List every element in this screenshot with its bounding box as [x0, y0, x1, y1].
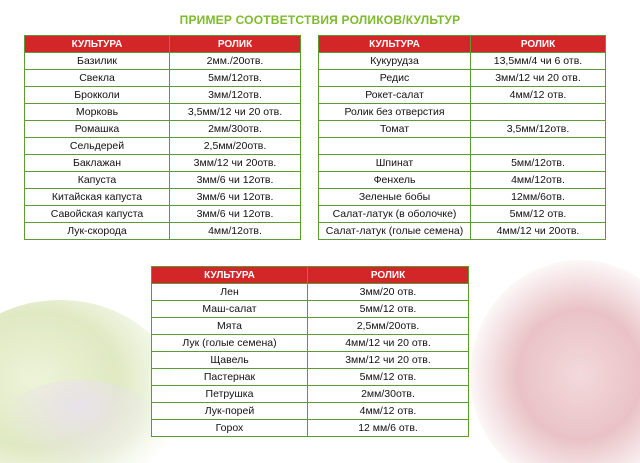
header-roller: РОЛИК	[471, 36, 606, 53]
table-row	[152, 403, 469, 420]
header-crop: КУЛЬТУРА	[25, 36, 170, 53]
table-row	[25, 53, 301, 70]
crop-cell: Ромашка	[25, 121, 170, 138]
table-row	[25, 223, 301, 240]
roller-cell: 4мм/12 отв.	[308, 403, 469, 420]
crop-cell: Лук (голые семена)	[152, 335, 308, 352]
table-row	[319, 223, 606, 240]
roller-cell	[471, 104, 606, 121]
crop-cell: Салат-латук (в оболочке)	[319, 206, 471, 223]
table-row	[152, 284, 469, 301]
roller-cell: 2мм/30отв.	[308, 386, 469, 403]
table-row	[25, 104, 301, 121]
crop-cell: Свекла	[25, 70, 170, 87]
crop-cell: Зеленые бобы	[319, 189, 471, 206]
crop-cell: Лук-скорода	[25, 223, 170, 240]
crop-cell: Лук-порей	[152, 403, 308, 420]
roller-cell: 4мм/12отв.	[471, 172, 606, 189]
table-row	[152, 386, 469, 403]
crop-cell: Рокет-салат	[319, 87, 471, 104]
roller-cell: 5мм/12отв.	[471, 155, 606, 172]
roller-cell	[471, 138, 606, 155]
table-row	[319, 104, 606, 121]
roller-cell: 13,5мм/4 чи 6 отв.	[471, 53, 606, 70]
table-row	[25, 70, 301, 87]
roller-cell: 3мм/6 чи 12отв.	[170, 206, 301, 223]
table-row	[25, 189, 301, 206]
roller-cell: 3мм/12 чи 20отв.	[170, 155, 301, 172]
table-row	[25, 87, 301, 104]
table-header-row	[152, 267, 469, 284]
header-crop: КУЛЬТУРА	[319, 36, 471, 53]
roller-cell: 12 мм/6 отв.	[308, 420, 469, 437]
crop-cell: Капуста	[25, 172, 170, 189]
table-row	[152, 369, 469, 386]
table-row	[25, 172, 301, 189]
table-header-row	[319, 36, 606, 53]
crop-cell: Китайская капуста	[25, 189, 170, 206]
crop-cell: Салат-латук (голые семена)	[319, 223, 471, 240]
roller-cell: 12мм/6отв.	[471, 189, 606, 206]
table-header-row	[25, 36, 301, 53]
crop-cell: Горох	[152, 420, 308, 437]
crop-cell: Томат	[319, 121, 471, 138]
crop-cell: Ролик без отверстия	[319, 104, 471, 121]
table-row	[152, 301, 469, 318]
table-row	[319, 87, 606, 104]
background-radish-shape	[470, 260, 640, 463]
roller-cell: 2мм/30отв.	[170, 121, 301, 138]
roller-cell: 5мм/12отв.	[170, 70, 301, 87]
roller-cell: 5мм/12 отв.	[308, 369, 469, 386]
roller-cell: 2,5мм/20отв.	[308, 318, 469, 335]
background-turnip-shape	[0, 380, 160, 463]
roller-cell: 3мм/12отв.	[170, 87, 301, 104]
crop-cell: Маш-салат	[152, 301, 308, 318]
table-row	[25, 206, 301, 223]
roller-cell: 3мм/20 отв.	[308, 284, 469, 301]
crop-cell: Морковь	[25, 104, 170, 121]
roller-cell: 2мм./20отв.	[170, 53, 301, 70]
crop-cell: Мята	[152, 318, 308, 335]
table-row	[152, 420, 469, 437]
crop-cell: Петрушка	[152, 386, 308, 403]
table-row	[25, 155, 301, 172]
table-row	[25, 121, 301, 138]
table-row	[152, 318, 469, 335]
roller-cell: 5мм/12 отв.	[471, 206, 606, 223]
table-row	[319, 121, 606, 138]
header-roller: РОЛИК	[170, 36, 301, 53]
crop-cell: Лен	[152, 284, 308, 301]
table-row	[152, 352, 469, 369]
table-row	[152, 335, 469, 352]
table-row	[319, 155, 606, 172]
crop-cell	[319, 138, 471, 155]
table-row	[319, 189, 606, 206]
crop-cell: Редис	[319, 70, 471, 87]
crop-cell: Сельдерей	[25, 138, 170, 155]
roller-cell: 2,5мм/20отв.	[170, 138, 301, 155]
crop-cell: Кукурудза	[319, 53, 471, 70]
roller-cell: 3мм/12 чи 20 отв.	[308, 352, 469, 369]
table-row	[25, 138, 301, 155]
crop-cell: Шпинат	[319, 155, 471, 172]
roller-cell: 4мм/12отв.	[170, 223, 301, 240]
crop-cell: Фенхель	[319, 172, 471, 189]
crop-cell: Баклажан	[25, 155, 170, 172]
roller-cell: 4мм/12 чи 20отв.	[471, 223, 606, 240]
roller-cell: 3мм/6 чи 12отв.	[170, 172, 301, 189]
roller-cell: 3,5мм/12отв.	[471, 121, 606, 138]
roller-cell: 3мм/6 чи 12отв.	[170, 189, 301, 206]
page-title: ПРИМЕР СООТВЕТСТВИЯ РОЛИКОВ/КУЛЬТУР	[179, 13, 461, 27]
header-roller: РОЛИК	[308, 267, 469, 284]
table-row	[319, 206, 606, 223]
crop-cell: Базилик	[25, 53, 170, 70]
roller-cell: 3,5мм/12 чи 20 отв.	[170, 104, 301, 121]
roller-cell: 4мм/12 отв.	[471, 87, 606, 104]
crop-cell: Савойская капуста	[25, 206, 170, 223]
crop-cell: Брокколи	[25, 87, 170, 104]
table-row	[319, 70, 606, 87]
table-row	[319, 172, 606, 189]
roller-cell: 3мм/12 чи 20 отв.	[471, 70, 606, 87]
crop-roller-table-bottom	[151, 266, 469, 437]
crop-roller-table-left	[24, 35, 301, 240]
table-row	[319, 53, 606, 70]
roller-cell: 4мм/12 чи 20 отв.	[308, 335, 469, 352]
roller-cell: 5мм/12 отв.	[308, 301, 469, 318]
crop-cell: Щавель	[152, 352, 308, 369]
crop-cell: Пастернак	[152, 369, 308, 386]
crop-roller-table-right	[318, 35, 606, 240]
header-crop: КУЛЬТУРА	[152, 267, 308, 284]
table-row	[319, 138, 606, 155]
